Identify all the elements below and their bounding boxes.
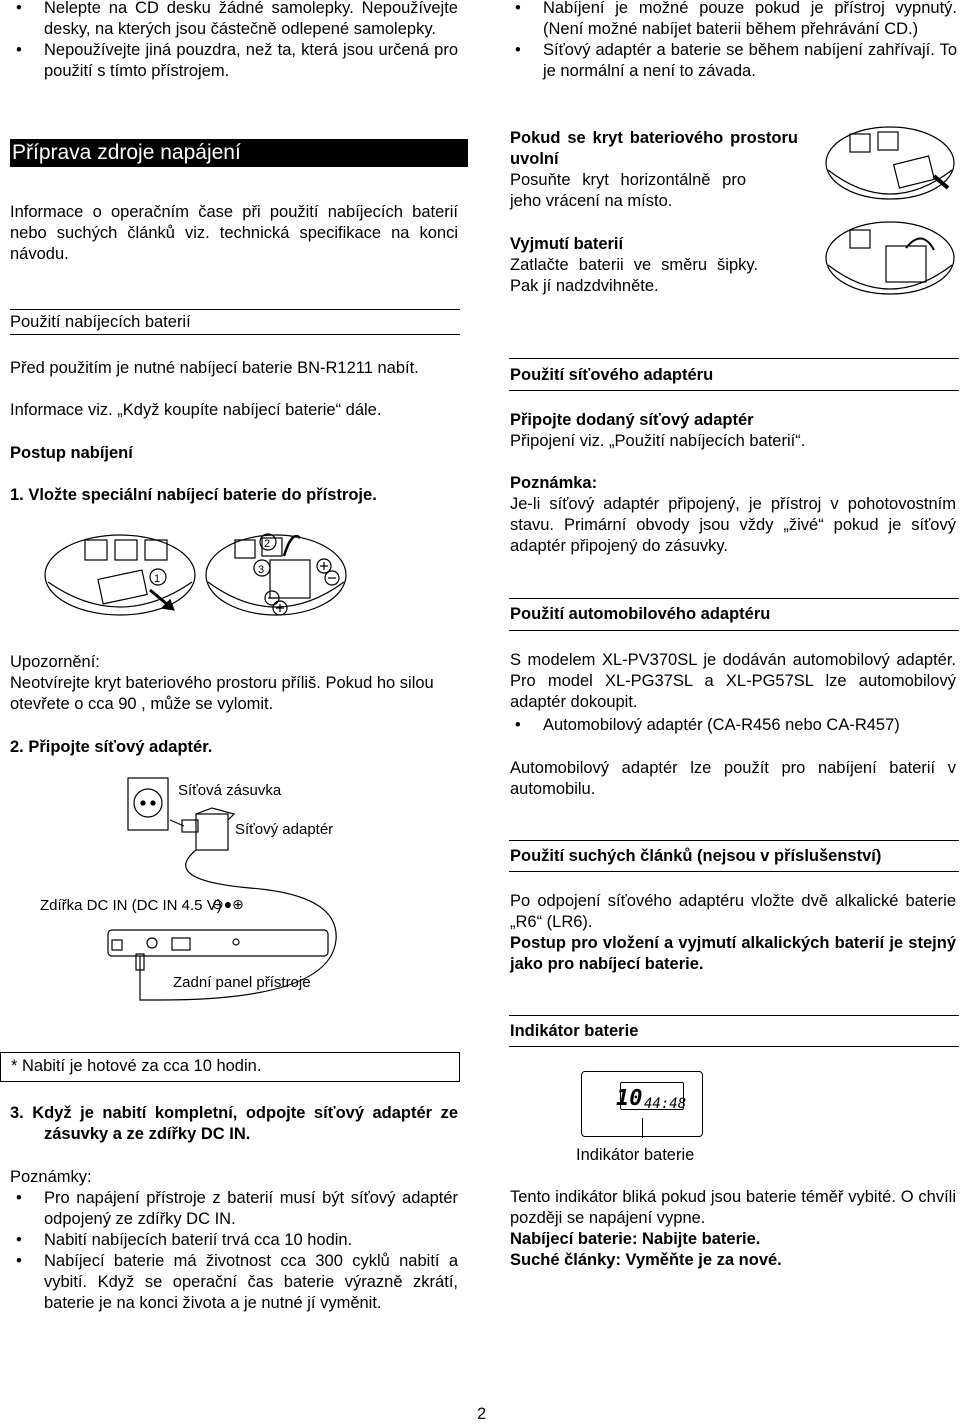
jack-label: Zdířka DC IN (DC IN 4.5 V) [40, 897, 222, 914]
divider [509, 1046, 959, 1047]
svg-text:3: 3 [258, 564, 265, 576]
divider [509, 630, 959, 631]
lcd-track: 10 [616, 1086, 643, 1111]
step-3: 3. Když je nabití kompletní, odpojte síťový adaptér ze zásuvky a ze zdířky DC IN. [10, 1104, 458, 1143]
remove-text: Zatlačte baterii ve směru šipky. Pak jí nadzdvihněte. [510, 256, 758, 295]
car-text: S modelem XL-PV370SL je dodáván automobilový adaptér. Pro model XL-PG37SL a XL-PG57SL lze automobilový adaptér dokoupit. [510, 651, 956, 711]
car-text-2: Automobilový adaptér lze použít pro nabíjení baterií v automobilu. [510, 759, 956, 798]
lcd-time: 44:48 [644, 1096, 687, 1112]
panel-label: Zadní panel přístroje [173, 974, 311, 991]
divider [509, 390, 959, 391]
right-top-bullets [509, 0, 957, 82]
divider [10, 309, 460, 310]
divider [509, 598, 959, 599]
notes-list [10, 1188, 458, 1314]
cover-title: Pokud se kryt bateriového prostoru uvolní [510, 129, 798, 168]
outlet-label: Síťová zásuvka [178, 782, 282, 799]
indicator-caption: Indikátor baterie [576, 1146, 695, 1164]
car-heading: Použití automobilového adaptéru [510, 605, 771, 623]
divider [10, 334, 460, 335]
ac-note-text: Je-li síťový adaptér připojený, je přístroj v pohotovostním stavu. Primární obvody jsou vždy „živé“ pokud je síťový adaptér připojený do zásuvky. [510, 495, 956, 555]
step-1: 1. Vložte speciální nabíjecí baterie do přístroje. [10, 486, 377, 504]
bullet-item: • Síťový adaptér a baterie se během nabíjení zahřívají. To je normální a není to závada. [509, 40, 957, 82]
indicator-dry: Suché články: Vyměňte je za nové. [510, 1251, 782, 1269]
rechargeable-heading: Použití nabíjecích baterií [10, 313, 191, 331]
bullet-item: • Automobilový adaptér (CA-R456 nebo CA-R457) [509, 715, 957, 736]
page-number: 2 [477, 1405, 487, 1423]
procedure-title: Postup nabíjení [10, 444, 133, 462]
divider [509, 358, 959, 359]
ac-heading: Použití síťového adaptéru [510, 366, 714, 384]
section-intro: Informace o operačním čase při použití nabíjecích baterií nebo suchých článků viz. technická specifikace na konci návodu. [10, 203, 458, 263]
dry-heading: Použití suchých článků (nejsou v příslušenství) [510, 847, 882, 865]
ac-note-title: Poznámka: [510, 474, 598, 492]
polarity-icon: ⊖●⊕ [212, 896, 244, 912]
step-2: 2. Připojte síťový adaptér. [10, 738, 213, 756]
cover-text: Posuňte kryt horizontálně pro jeho vrácení na místo. [510, 171, 746, 210]
adapter-label: Síťový adaptér [235, 821, 334, 838]
bullet-item: • Nepoužívejte jiná pouzdra, než ta, která jsou určená pro použití s tímto přístrojem. [10, 40, 458, 82]
notes-title: Poznámky: [10, 1168, 92, 1186]
note-item: • Nabití nabíjecích baterií trvá cca 10 hodin. [10, 1230, 458, 1251]
car-bullets [509, 715, 957, 736]
svg-text:1: 1 [154, 573, 161, 585]
ac-sub: Připojte dodaný síťový adaptér [510, 411, 754, 429]
ac-text: Připojení viz. „Použití nabíjecích baterií“. [510, 432, 806, 450]
dry-bold: Postup pro vložení a vyjmutí alkalických baterií je stejný jako pro nabíjecí baterie. [510, 934, 956, 973]
indicator-pointer [642, 1118, 643, 1138]
rechargeable-info: Informace viz. „Když koupíte nabíjecí baterie“ dále. [10, 401, 382, 419]
divider [509, 871, 959, 872]
top-bullet-list [10, 0, 458, 82]
warning-title: Upozornění: [10, 653, 100, 671]
indicator-text: Tento indikátor bliká pokud jsou baterie téměř vybité. O chvíli později se napájení vypne. [510, 1188, 956, 1227]
svg-text:2: 2 [264, 538, 271, 550]
rechargeable-para: Před použitím je nutné nabíjecí baterie BN-R1211 nabít. [10, 359, 419, 377]
remove-title: Vyjmutí baterií [510, 235, 624, 253]
section-title: Příprava zdroje napájení [10, 139, 468, 167]
battery-insert-figure [40, 520, 350, 620]
battery-cover-figure [822, 118, 960, 308]
indicator-rech: Nabíjecí baterie: Nabijte baterie. [510, 1230, 761, 1248]
bullet-item: • Nelepte na CD desku žádné samolepky. Nepoužívejte desky, na kterých jsou částečně odlepené samolepky. [10, 0, 458, 40]
note-item: • Pro napájení přístroje z baterií musí být síťový adaptér odpojený ze zdířky DC IN. [10, 1188, 458, 1230]
bullet-item: • Nabíjení je možné pouze pokud je přístroj vypnutý. (Není možné nabíjet baterii během přehrávání CD.) [509, 0, 957, 40]
warning-text: Neotvírejte kryt bateriového prostoru příliš. Pokud ho silou otevřete o cca 90 , může se vylomit. [10, 674, 434, 713]
divider [509, 1015, 959, 1016]
indicator-heading: Indikátor baterie [510, 1022, 639, 1040]
note-box: * Nabití je hotové za cca 10 hodin. [0, 1052, 460, 1082]
dry-text: Po odpojení síťového adaptéru vložte dvě alkalické baterie „R6“ (LR6). [510, 892, 956, 931]
note-item: • Nabíjecí baterie má životnost cca 300 cyklů nabití a vybití. Když se operační čas baterie výrazně zkrátí, baterie je na konci života a je nutné jí vyměnit. [10, 1251, 458, 1314]
divider [509, 840, 959, 841]
